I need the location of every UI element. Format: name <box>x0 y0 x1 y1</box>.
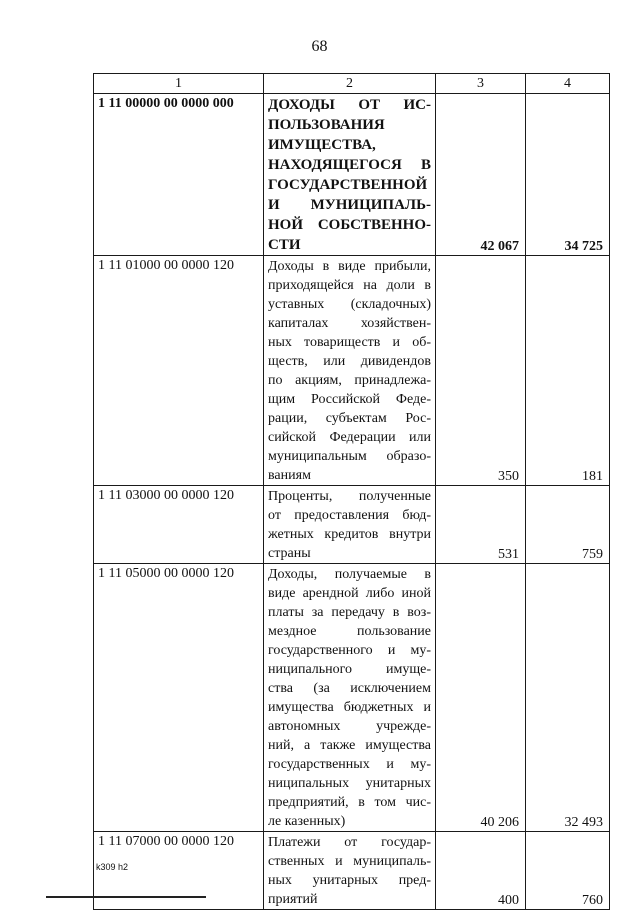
description-line: Проценты, полученные <box>268 489 431 504</box>
value-col4-cell: 32 493 <box>526 564 610 832</box>
budget-code-cell: 1 11 05000 00 0000 120 <box>94 564 264 832</box>
description-line: ний, а также имущества <box>268 738 431 753</box>
description-cell <box>264 564 436 832</box>
description-line: от предоставления бюд- <box>268 508 431 523</box>
description-line: имущества бюджетных и <box>268 700 431 715</box>
table-header-row <box>94 74 610 94</box>
description-line: Доходы в виде прибыли, <box>268 259 431 274</box>
description-line: приятий <box>268 892 318 907</box>
description-line: автономных учрежде- <box>268 719 431 734</box>
bottom-rule <box>46 896 206 898</box>
description-cell <box>264 256 436 486</box>
description-line: мездное пользование <box>268 624 431 639</box>
description-line: по акциям, принадлежа- <box>268 373 431 388</box>
column-header: 3 <box>436 74 526 94</box>
description-line: ниципальных унитарных <box>268 776 431 791</box>
description-line: ственных и муниципаль- <box>268 854 431 869</box>
value-col3-cell: 40 206 <box>436 564 526 832</box>
column-header: 4 <box>526 74 610 94</box>
description-line: ниципального имуще- <box>268 662 431 677</box>
description-line: ИМУЩЕСТВА, <box>268 137 376 153</box>
page-number: 68 <box>311 38 328 55</box>
description-line: страны <box>268 546 311 561</box>
description-line: сийской Федерации или <box>268 430 431 445</box>
budget-revenue-table <box>93 73 610 910</box>
budget-code-cell: 1 11 00000 00 0000 000 <box>94 94 264 256</box>
description-line: капиталах хозяйствен- <box>268 316 431 331</box>
budget-code-cell: 1 11 03000 00 0000 120 <box>94 486 264 564</box>
description-line: И МУНИЦИПАЛЬ- <box>268 197 431 213</box>
description-line: ных унитарных пред- <box>268 873 431 888</box>
value-col4-cell: 759 <box>526 486 610 564</box>
description-line: щим Российской Феде- <box>268 392 431 407</box>
description-line: Доходы, получаемые в <box>268 567 431 582</box>
description-line: НОЙ СОБСТВЕННО- <box>268 217 431 233</box>
description-line: муниципальным образо- <box>268 449 431 464</box>
description-line: приходящейся на доли в <box>268 278 431 293</box>
description-line: рации, субъектам Рос- <box>268 411 431 426</box>
description-cell <box>264 94 436 256</box>
budget-code-cell: 1 11 07000 00 0000 120 <box>94 832 264 910</box>
value-col3-cell: 350 <box>436 256 526 486</box>
description-line: ДОХОДЫ ОТ ИС- <box>268 97 431 113</box>
description-line: платы за передачу в воз- <box>268 605 431 620</box>
budget-code-cell: 1 11 01000 00 0000 120 <box>94 256 264 486</box>
value-col4-cell: 181 <box>526 256 610 486</box>
description-line: ства (за исключением <box>268 681 431 696</box>
value-col4-cell: 34 725 <box>526 94 610 256</box>
description-line: ществ, или дивидендов <box>268 354 431 369</box>
description-line: Платежи от государ- <box>268 835 431 850</box>
description-line: СТИ <box>268 237 301 253</box>
column-header: 2 <box>264 74 436 94</box>
description-line: НАХОДЯЩЕГОСЯ В <box>268 157 431 173</box>
description-cell <box>264 832 436 910</box>
value-col3-cell: 531 <box>436 486 526 564</box>
description-line: предприятий, в том чис- <box>268 795 431 810</box>
description-line: уставных (складочных) <box>268 297 431 312</box>
description-line: виде арендной либо иной <box>268 586 431 601</box>
table-row <box>94 256 610 486</box>
column-header: 1 <box>94 74 264 94</box>
description-line: ле казенных) <box>268 814 346 829</box>
table-row <box>94 94 610 256</box>
table-row <box>94 486 610 564</box>
description-line: ГОСУДАРСТВЕННОЙ <box>268 177 428 193</box>
description-line: ваниям <box>268 468 311 483</box>
table-body <box>94 94 610 910</box>
table-row <box>94 564 610 832</box>
value-col4-cell: 760 <box>526 832 610 910</box>
description-line: ПОЛЬЗОВАНИЯ <box>268 117 385 133</box>
value-col3-cell: 42 067 <box>436 94 526 256</box>
value-col3-cell: 400 <box>436 832 526 910</box>
description-line: ных товариществ и об- <box>268 335 431 350</box>
description-line: государственных и му- <box>268 757 431 772</box>
description-line: жетных кредитов внутри <box>268 527 431 542</box>
description-cell <box>264 486 436 564</box>
footer-code: k309 h2 <box>96 862 129 872</box>
description-line: государственного и му- <box>268 643 431 658</box>
